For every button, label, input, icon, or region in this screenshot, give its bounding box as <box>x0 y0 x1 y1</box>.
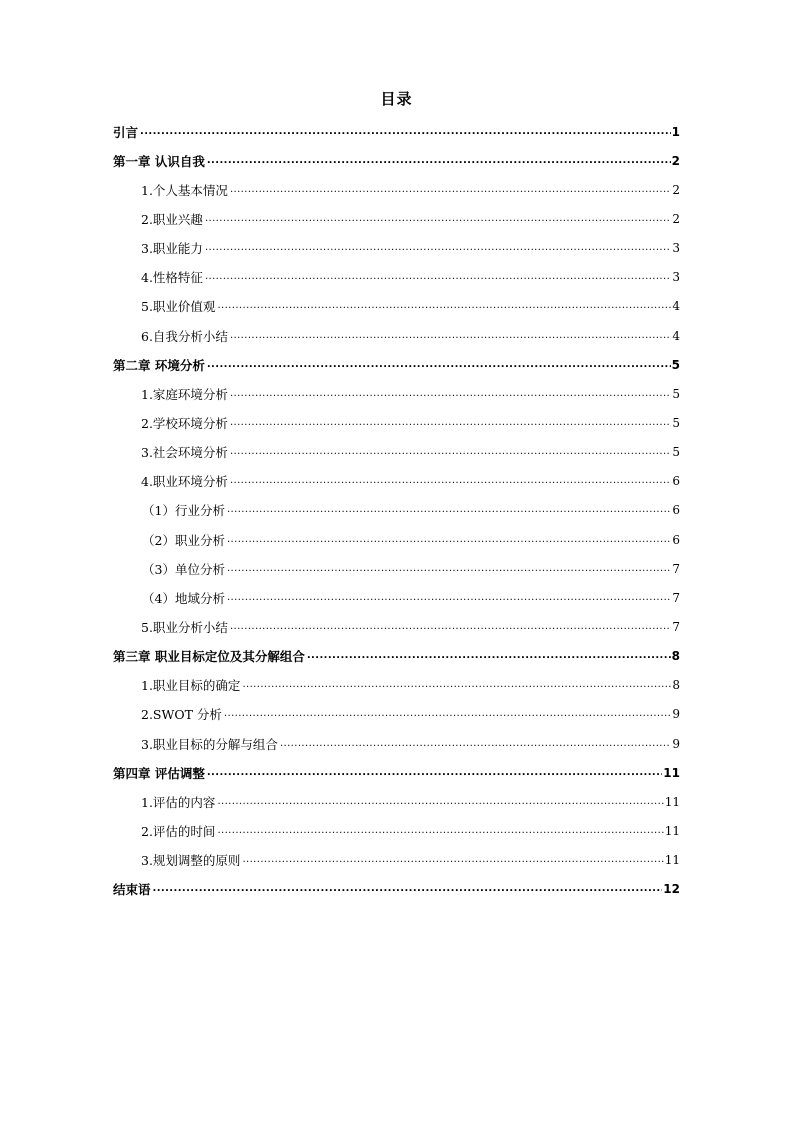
toc-section-entry[interactable] <box>113 204 680 233</box>
toc-entry-page-number: 7 <box>672 561 680 576</box>
toc-entry-page-number: 11 <box>664 794 680 809</box>
dot-leader <box>307 649 671 663</box>
dot-leader <box>153 882 663 896</box>
toc-entry-page-number: 7 <box>672 619 680 634</box>
toc-entry-label: 3.职业能力 <box>141 241 203 257</box>
toc-entry-label: 1.评估的内容 <box>141 794 216 810</box>
toc-chapter-entry[interactable] <box>113 146 680 175</box>
toc-entry-label: 引言 <box>113 124 139 140</box>
toc-entry-label: 2.评估的时间 <box>141 823 216 839</box>
toc-entry-page-number: 6 <box>672 474 680 489</box>
toc-entry-page-number: 9 <box>672 736 680 751</box>
toc-section-entry[interactable] <box>113 234 680 263</box>
toc-entry-label: 1.职业目标的确定 <box>141 678 241 694</box>
toc-entry-label: 2.学校环境分析 <box>141 415 228 431</box>
dot-leader <box>227 562 671 576</box>
dot-leader <box>140 125 671 139</box>
dot-leader <box>207 154 671 168</box>
toc-entry-page-number: 1 <box>671 124 680 139</box>
toc-entry-label: 第二章 环境分析 <box>113 357 205 373</box>
toc-entry-label: 3.社会环境分析 <box>141 445 228 461</box>
toc-entry-label: 2.职业兴趣 <box>141 211 203 227</box>
toc-entry-label: 第四章 评估调整 <box>113 765 205 781</box>
toc-section-entry[interactable] <box>113 292 680 321</box>
toc-entry-page-number: 3 <box>672 270 680 285</box>
toc-entry-label: 3.职业目标的分解与组合 <box>141 736 278 752</box>
dot-leader <box>205 212 671 226</box>
toc-entry-page-number: 11 <box>664 823 680 838</box>
toc-section-entry[interactable] <box>113 321 680 350</box>
dot-leader <box>205 241 671 255</box>
toc-section-entry[interactable] <box>113 408 680 437</box>
toc-entry-page-number: 11 <box>663 765 680 780</box>
dot-leader <box>227 503 671 517</box>
toc-entry-page-number: 11 <box>664 853 680 868</box>
table-of-contents <box>113 117 680 904</box>
toc-chapter-entry[interactable] <box>113 350 680 379</box>
toc-entry-label: 4.职业环境分析 <box>141 474 228 490</box>
toc-chapter-entry[interactable] <box>113 117 680 146</box>
toc-section-entry[interactable] <box>113 700 680 729</box>
toc-entry-label: （1）行业分析 <box>142 503 225 519</box>
dot-leader <box>230 445 671 459</box>
toc-entry-label: 4.性格特征 <box>141 270 203 286</box>
toc-section-entry[interactable] <box>113 612 680 641</box>
toc-section-entry[interactable] <box>113 816 680 845</box>
dot-leader <box>230 474 671 488</box>
toc-section-entry[interactable] <box>113 554 680 583</box>
toc-section-entry[interactable] <box>113 379 680 408</box>
toc-entry-page-number: 2 <box>672 211 680 226</box>
dot-leader <box>242 853 663 867</box>
dot-leader <box>205 270 671 284</box>
toc-entry-label: 6.自我分析小结 <box>141 328 228 344</box>
toc-entry-page-number: 4 <box>672 299 680 314</box>
toc-entry-label: 第三章 职业目标定位及其分解组合 <box>113 649 305 665</box>
dot-leader <box>230 183 671 197</box>
toc-entry-label: 结束语 <box>113 882 151 898</box>
toc-chapter-entry[interactable] <box>113 642 680 671</box>
toc-entry-page-number: 5 <box>672 386 680 401</box>
toc-entry-page-number: 2 <box>671 153 680 168</box>
toc-entry-label: 1.个人基本情况 <box>141 182 228 198</box>
toc-chapter-entry[interactable] <box>113 758 680 787</box>
toc-entry-label: 5.职业分析小结 <box>141 619 228 635</box>
toc-title: 目录 <box>380 90 413 108</box>
toc-entry-label: 5.职业价值观 <box>141 299 216 315</box>
toc-entry-page-number: 5 <box>671 357 680 372</box>
dot-leader <box>230 416 671 430</box>
toc-entry-page-number: 8 <box>672 678 680 693</box>
toc-section-entry[interactable] <box>113 438 680 467</box>
toc-entry-page-number: 3 <box>672 241 680 256</box>
toc-chapter-entry[interactable] <box>113 875 680 904</box>
toc-section-entry[interactable] <box>113 729 680 758</box>
dot-leader <box>217 299 671 313</box>
dot-leader <box>207 358 671 372</box>
dot-leader <box>230 329 671 343</box>
toc-entry-label: （2）职业分析 <box>142 532 225 548</box>
toc-section-entry[interactable] <box>113 263 680 292</box>
toc-entry-page-number: 5 <box>672 445 680 460</box>
toc-entry-label: 3.规划调整的原则 <box>141 853 241 869</box>
toc-section-entry[interactable] <box>113 671 680 700</box>
toc-section-entry[interactable] <box>113 525 680 554</box>
toc-section-entry[interactable] <box>113 175 680 204</box>
toc-entry-page-number: 9 <box>672 707 680 722</box>
toc-entry-label: （4）地域分析 <box>142 590 225 606</box>
toc-section-entry[interactable] <box>113 496 680 525</box>
toc-entry-label: 2.SWOT 分析 <box>141 707 222 723</box>
dot-leader <box>280 737 671 751</box>
toc-section-entry[interactable] <box>113 846 680 875</box>
toc-section-entry[interactable] <box>113 583 680 612</box>
toc-entry-page-number: 2 <box>672 182 680 197</box>
toc-entry-page-number: 4 <box>672 328 680 343</box>
toc-entry-page-number: 6 <box>672 532 680 547</box>
toc-section-entry[interactable] <box>113 787 680 816</box>
dot-leader <box>227 591 671 605</box>
toc-entry-label: （3）单位分析 <box>142 561 225 577</box>
toc-entry-page-number: 5 <box>672 415 680 430</box>
dot-leader <box>217 824 663 838</box>
toc-entry-label: 1.家庭环境分析 <box>141 386 228 402</box>
toc-section-entry[interactable] <box>113 467 680 496</box>
dot-leader <box>242 678 671 692</box>
dot-leader <box>207 766 662 780</box>
toc-entry-page-number: 7 <box>672 590 680 605</box>
dot-leader <box>217 795 663 809</box>
toc-entry-label: 第一章 认识自我 <box>113 153 205 169</box>
dot-leader <box>230 620 671 634</box>
toc-entry-page-number: 6 <box>672 503 680 518</box>
dot-leader <box>227 533 671 547</box>
toc-entry-page-number: 8 <box>671 649 680 664</box>
dot-leader <box>224 707 671 721</box>
dot-leader <box>230 387 671 401</box>
toc-entry-page-number: 12 <box>663 882 680 897</box>
